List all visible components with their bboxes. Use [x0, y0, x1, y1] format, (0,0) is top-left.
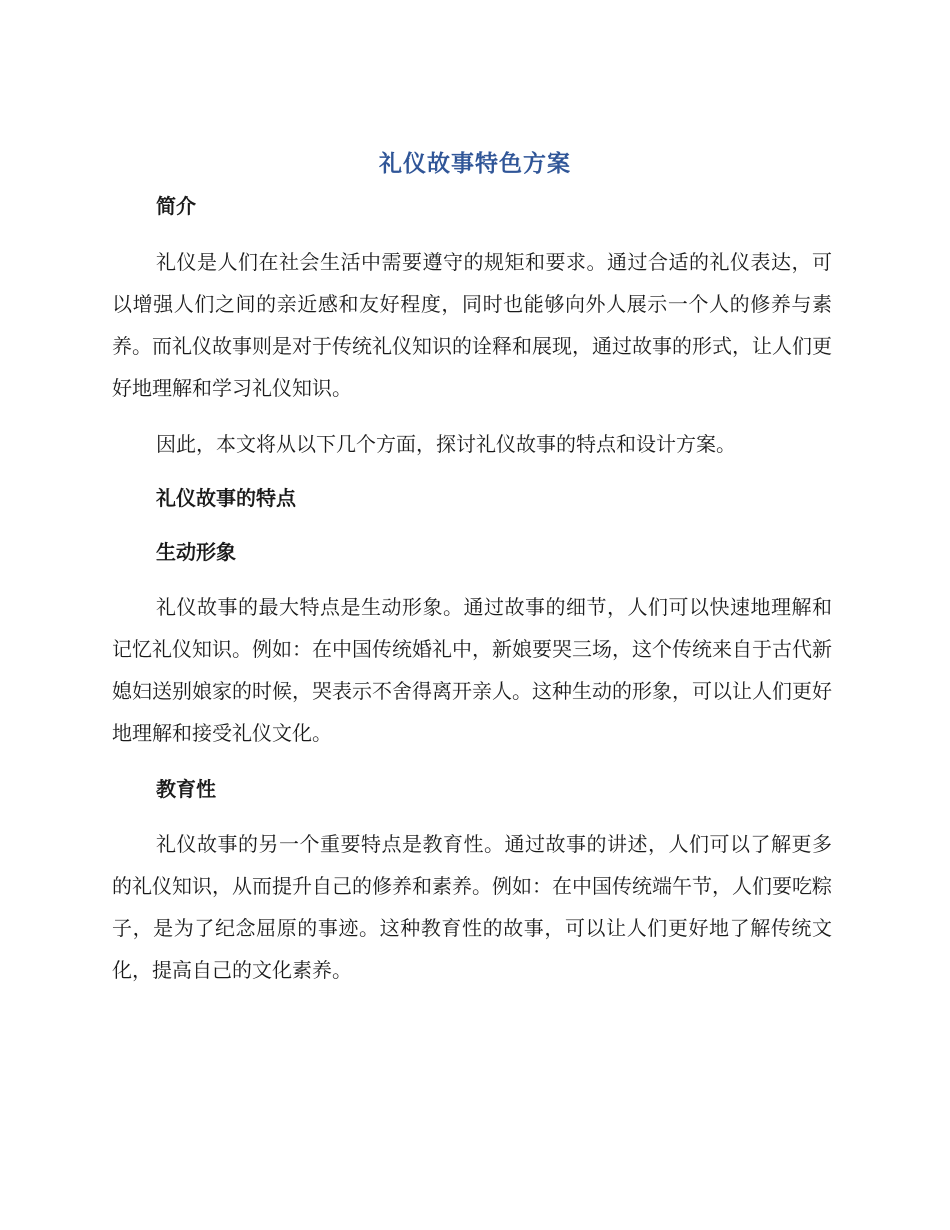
subheading-education: 教育性 — [156, 777, 216, 801]
document-title: 礼仪故事特色方案 — [379, 151, 571, 177]
section-heading-intro: 简介 — [156, 194, 196, 218]
vivid-paragraph: 礼仪故事的最大特点是生动形象。通过故事的细节，人们可以快速地理解和记忆礼仪知识。例如：在中国传统婚礼中，新娘要哭三场，这个传统来自于古代新媳妇送别娘家的时候，哭表示不舍得离开亲人。这种生动的形象，可以让人们更好地理解和接受礼仪文化。 — [112, 595, 832, 745]
section-heading-features: 礼仪故事的特点 — [156, 486, 296, 510]
education-paragraph: 礼仪故事的另一个重要特点是教育性。通过故事的讲述，人们可以了解更多的礼仪知识，从而提升自己的修养和素养。例如：在中国传统端午节，人们要吃粽子，是为了纪念屈原的事迹。这种教育性的故事，可以让人们更好地了解传统文化，提高自己的文化素养。 — [112, 832, 832, 982]
subheading-vivid: 生动形象 — [156, 540, 236, 564]
intro-paragraph-1: 礼仪是人们在社会生活中需要遵守的规矩和要求。通过合适的礼仪表达，可以增强人们之间的亲近感和友好程度，同时也能够向外人展示一个人的修养与素养。而礼仪故事则是对于传统礼仪知识的诠释和展现，通过故事的形式，让人们更好地理解和学习礼仪知识。 — [112, 250, 832, 400]
intro-paragraph-2: 因此，本文将从以下几个方面，探讨礼仪故事的特点和设计方案。 — [156, 432, 736, 456]
